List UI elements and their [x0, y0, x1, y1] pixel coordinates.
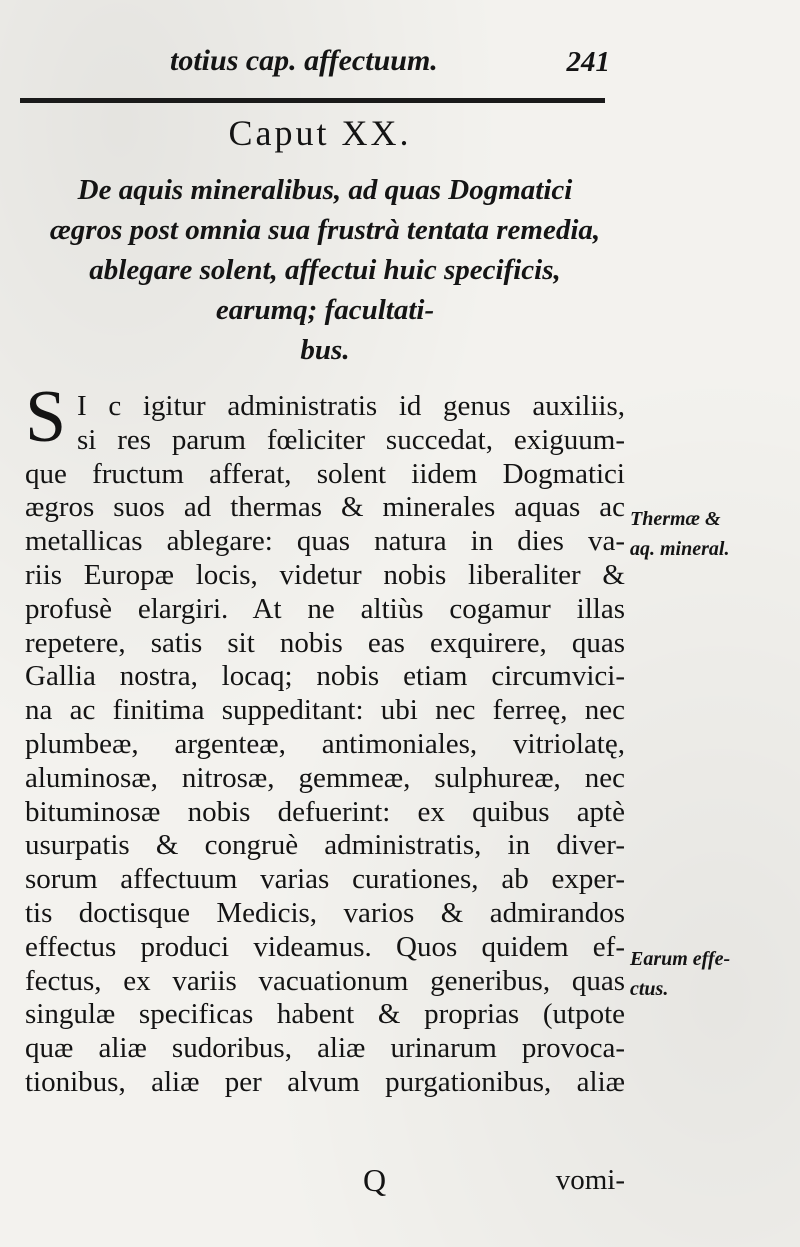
body-line: tis doctisque Medicis, varios & admirandos [25, 896, 625, 929]
chapter-subtitle [25, 170, 625, 370]
body-line: fectus, ex variis vacuationum generibus, quas [25, 964, 625, 997]
body-line: profusè elargiri. At ne altiùs cogamur illas [25, 592, 625, 625]
body-line: aluminosæ, nitrosæ, gemmeæ, sulphureæ, nec [25, 761, 625, 794]
subtitle-line: De aquis mineralibus, ad quas Dogmatici [77, 174, 573, 206]
body-line: singulæ specificas habent & proprias (utpote [25, 998, 625, 1031]
body-line: Gallia nostra, locaq; nobis etiam circumvici- [25, 660, 625, 693]
margin-note-line: Thermæ & [630, 508, 721, 530]
margin-note-line: ctus. [630, 978, 669, 1000]
body-text [25, 390, 625, 1100]
body-line: quæ aliæ sudoribus, aliæ urinarum provoca- [25, 1032, 625, 1065]
subtitle-line: ægros post omnia sua frustrà tentata remedia, [49, 214, 601, 246]
body-line: que fructum afferat, solent iidem Dogmatici [25, 457, 625, 490]
chapter-heading: Caput XX. [228, 113, 412, 153]
body-line: riis Europæ locis, videtur nobis liberaliter & [25, 558, 625, 591]
body-line: ægros suos ad thermas & minerales aquas ac [25, 491, 625, 524]
body-line: usurpatis & congruè administratis, in diver- [25, 829, 625, 862]
page-header [170, 44, 610, 88]
body-line: tionibus, aliæ per alvum purgationibus, aliæ [25, 1065, 625, 1098]
header-rule [20, 98, 605, 103]
margin-note-thermae [630, 504, 790, 564]
margin-note-line: Earum effe- [630, 948, 731, 970]
body-line: plumbeæ, argenteæ, antimoniales, vitriolatę, [25, 727, 625, 760]
page-number: 241 [566, 46, 610, 78]
body-line: bituminosæ nobis defuerint: ex quibus aptè [25, 795, 625, 828]
catchword: vomi- [555, 1164, 625, 1196]
running-title: totius cap. affectuum. [170, 44, 438, 77]
body-line: repetere, satis sit nobis eas exquirere, quas [25, 626, 625, 659]
subtitle-line: bus. [300, 334, 350, 366]
signature-mark: Q [363, 1162, 387, 1198]
body-line: na ac finitima suppeditant: ubi nec ferreę, nec [25, 694, 625, 727]
subtitle-line: ablegare solent, affectui huic specificis, [89, 254, 561, 286]
body-line: si res parum fœliciter succedat, exiguum- [77, 423, 625, 456]
body-line: I c igitur administratis id genus auxiliis, [77, 390, 625, 422]
body-line: sorum affectuum varias curationes, ab exper- [25, 863, 625, 896]
drop-cap: S [25, 376, 67, 458]
margin-note-line: aq. mineral. [630, 538, 730, 560]
body-line: effectus produci videamus. Quos quidem ef- [25, 930, 625, 963]
page-footer [25, 1162, 625, 1202]
margin-note-effectus [630, 944, 790, 1004]
subtitle-line: earumq; facultati- [215, 294, 435, 326]
body-line: metallicas ablegare: quas natura in dies va- [25, 525, 625, 558]
